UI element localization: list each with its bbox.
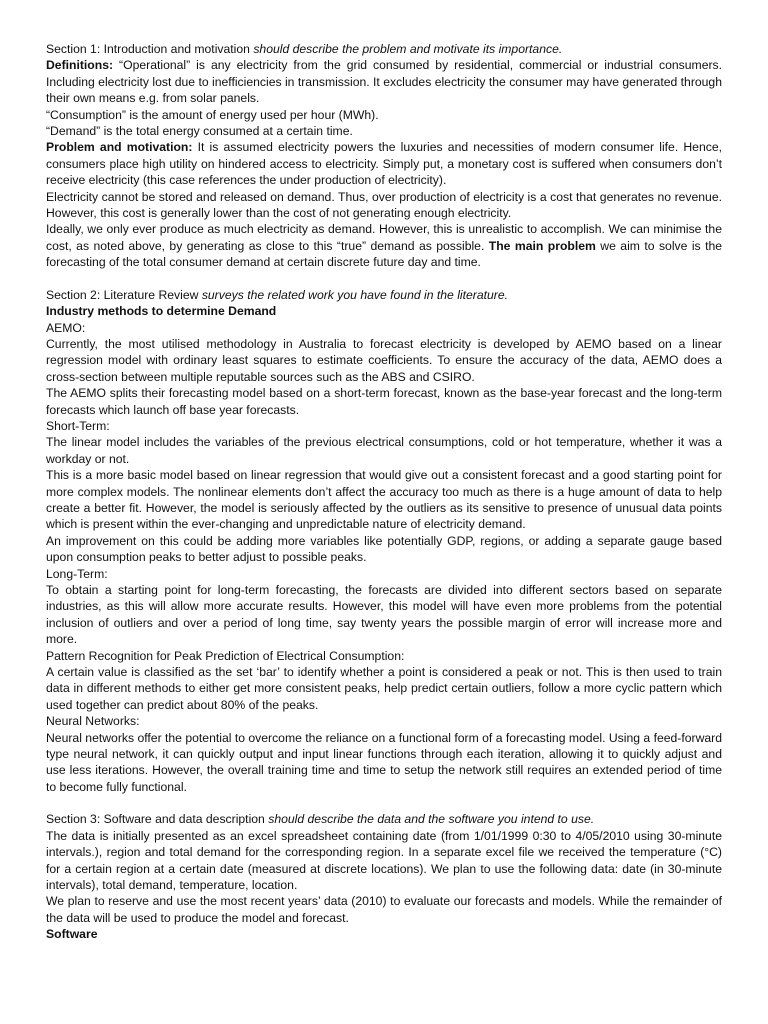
long-term-paragraph-1: To obtain a starting point for long-term forecasting, the forecasts are divided into different sectors based on separate industries, as this will allow more accurate results. However, this model will have even more problems from the potential inclusion of outliers and over a period of long time, say twenty years the possible margin of error will increase more and more. [46,583,722,647]
section-3-title: Section 3: Software and data description [46,812,265,827]
ideal-paragraph [46,221,722,270]
definitions-label: Definitions: [46,58,114,73]
consumption-definition: “Consumption” is the amount of energy used per hour (MWh). [46,107,379,122]
problem-label: Problem and motivation: [46,140,193,155]
long-term-label: Long-Term: [46,566,108,581]
section-3-heading [46,811,722,827]
short-term-paragraph-1: The linear model includes the variables of the previous electrical consumptions, cold or hot temperature, whether it was a workday or not. [46,435,722,466]
main-problem-label: The main problem [488,238,596,253]
main-problem-text: we aim to solve is the forecasting of the total consumer demand at certain discrete future day and time. [46,238,723,270]
section-2-heading [46,287,722,303]
ideal-text: Ideally, we only ever produce as much electricity as demand. However, this is unrealistic to accomplish. We can minimise the cost, as noted above, by generating as close to this “true” demand as possible. [46,222,722,253]
aemo-paragraph-2: The AEMO splits their forecasting model based on a short-term forecast, known as the base-year forecast and the long-term forecasts which launch off base year forecasts. [46,386,722,417]
neural-networks-paragraph: Neural networks offer the potential to overcome the reliance on a functional form of a forecasting model. Using a feed-forward type neural network, it can quickly output and input linear functions through each iteration, allowing it to quickly adjust and use less iterations. However, the overall training time and time to setup the network still requires an extended period of time to become fully functional. [46,730,722,794]
storage-paragraph: Electricity cannot be stored and released on demand. Thus, over production of electricity is a cost that generates no revenue. However, this cost is generally lower than the cost of not generating enough electricity. [46,189,722,221]
section-1 [46,41,722,271]
data-paragraph-1: The data is initially presented as an excel spreadsheet containing date (from 1/01/1999 0:30 to 4/05/2010 using 30-minute intervals.), region and total demand for the corresponding region. In a separate excel file we received the temperature (°C) for a certain region at a certain date (measured at discrete locations). We plan to use the following data: date (in 30-minute intervals), total demand, temperature, location. [46,828,722,892]
section-3 [46,811,722,942]
section-1-title: Section 1: Introduction and motivation [46,42,250,56]
section-2 [46,287,722,796]
short-term-label: Short-Term: [46,418,110,433]
short-term-paragraph-3: An improvement on this could be adding more variables like potentially GDP, regions, or adding a separate gauge based upon consumption peaks to better adjust to possible peaks. [46,533,722,565]
aemo-label: AEMO: [46,320,86,335]
section-3-note: should describe the data and the software you intend to use. [268,812,595,827]
problem-paragraph [46,139,722,188]
data-paragraph-2: We plan to reserve and use the most recent years’ data (2010) to evaluate our forecasts and models. While the remainder of the data will be used to produce the model and forecast. [46,894,722,925]
problem-text: It is assumed electricity powers the luxuries and necessities of modern consumer life. Hence, consumers place high utility on hindered access to electricity. Simply put, a monetary cost is suffered when consumers don’t receive electricity (this case references the under production of electricity). [46,140,722,188]
definitions-text: “Operational” is any electricity from the grid consumed by residential, commercial or industrial consumers. Including electricity lost due to inefficiencies in transmission. It excludes electricity the consumer may have generated through their own means e.g. from solar panels. [46,58,723,106]
neural-networks-label: Neural Networks: [46,714,140,729]
section-1-heading [46,41,722,57]
aemo-paragraph-1: Currently, the most utilised methodology in Australia to forecast electricity is developed by AEMO based on a linear regression model with ordinary least squares to estimate coefficients. To ensure the accuracy of the data, AEMO does a cross-section between multiple reputable sources such as the ABS and CSIRO. [46,336,722,384]
pattern-recognition-label: Pattern Recognition for Peak Prediction of Electrical Consumption: [46,648,405,663]
section-2-note: surveys the related work you have found in the literature. [201,287,509,302]
industry-methods-heading: Industry methods to determine Demand [46,304,277,319]
pattern-recognition-paragraph: A certain value is classified as the set ‘bar’ to identify whether a point is considered a peak or not. This is then used to train data in different methods to either get more consistent peaks, help predict certain outliers, follow a more cyclic pattern which used together can predict about 80% of the peaks. [46,665,722,712]
demand-definition: “Demand” is the total energy consumed at a certain time. [46,124,353,139]
definitions-paragraph [46,57,722,106]
software-label: Software [46,927,98,942]
section-1-note: should describe the problem and motivate its importance. [253,42,563,56]
short-term-paragraph-2: This is a more basic model based on linear regression that would give out a consistent forecast and a good starting point for more complex models. The nonlinear elements don’t affect the accuracy too much as there is a huge amount of data to help create a better fit. However, the model is seriously affected by the outliers as its sensitive to presence of unusual data points which is present within the ever-changing and unpredictable nature of electricity demand. [46,468,722,532]
section-2-title: Section 2: Literature Review [46,287,199,302]
